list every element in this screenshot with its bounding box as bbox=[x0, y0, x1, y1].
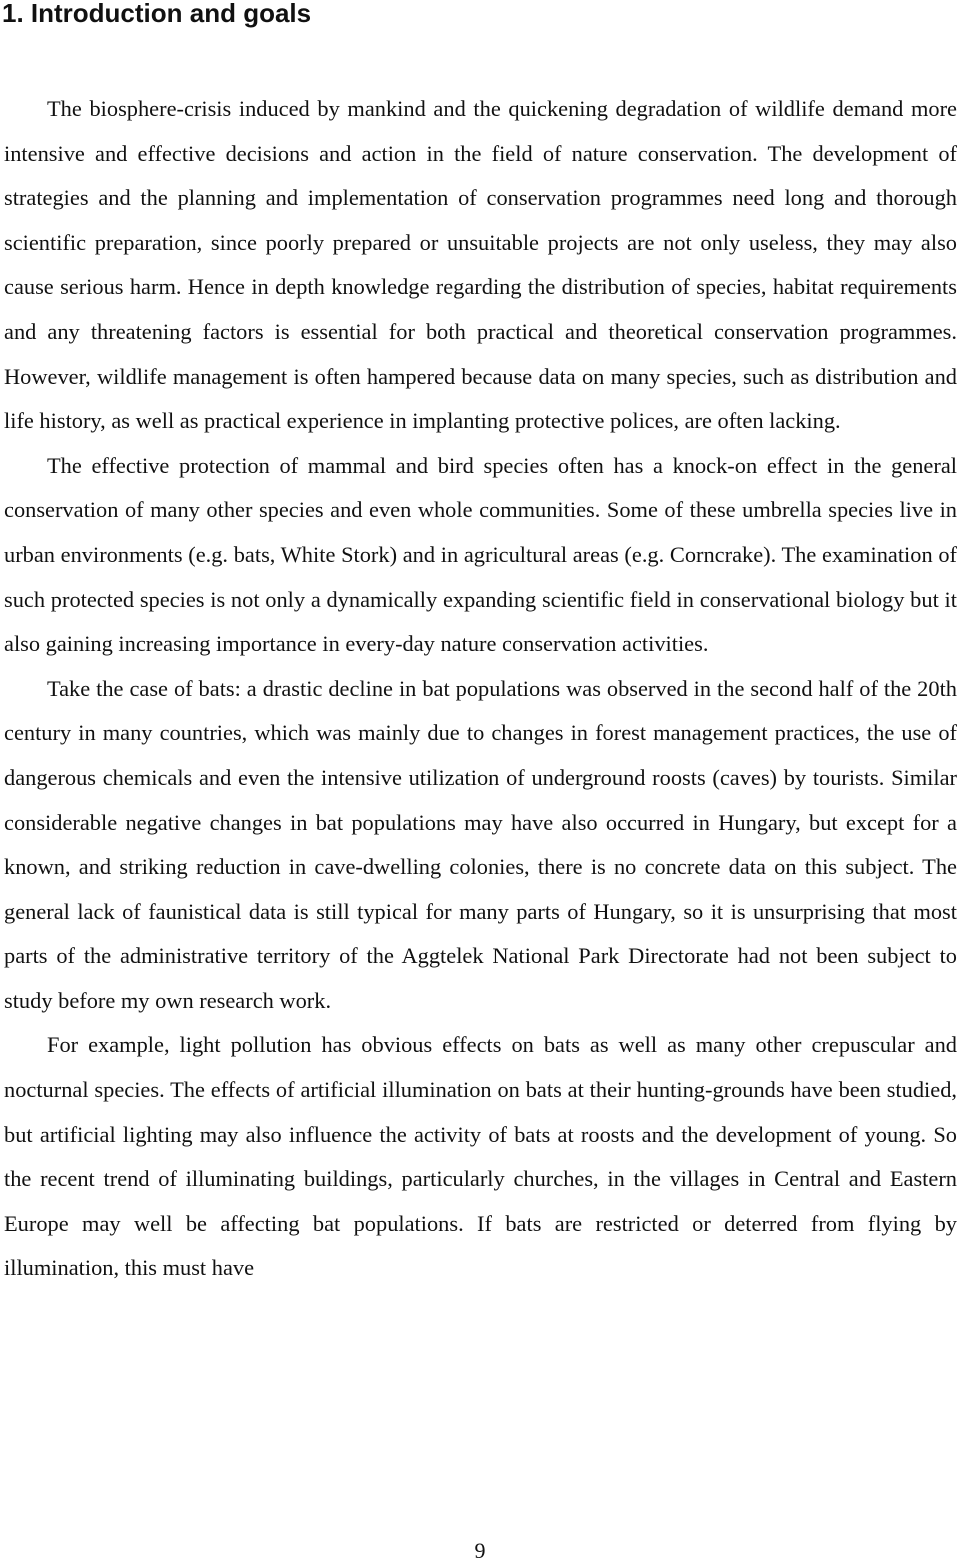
body-text bbox=[4, 87, 957, 1291]
section-heading: 1. Introduction and goals bbox=[2, 0, 312, 28]
paragraph-light-pollution: For example, light pollution has obvious effects on bats as well as many other crepuscular and nocturnal species. The effects of artificial illumination on bats at their hunting-grounds have been studied, but artificial lighting may also influence the activity of bats at roosts and the development of young. So the recent trend of illuminating buildings, particularly churches, in the villages in Central and Eastern Europe may well be affecting bat populations. If bats are restricted or deterred from flying by illumination, this must have bbox=[4, 1032, 957, 1281]
page-number: 9 bbox=[474, 1538, 486, 1563]
paragraph-bats-decline: Take the case of bats: a drastic decline in bat populations was observed in the second half of the 20th century in many countries, which was mainly due to changes in forest management practices, the use of dangerous chemicals and even the intensive utilization of underground roosts (caves) by tourists. Similar considerable negative changes in bat populations may have also occurred in Hungary, but except for a known, and striking reduction in cave-dwelling colonies, there is no concrete data on this subject. The general lack of faunistical data is still typical for many parts of Hungary, so it is unsurprising that most parts of the administrative territory of the Aggtelek National Park Directorate had not been subject to study before my own research work. bbox=[4, 675, 957, 1013]
paragraph-intro: The biosphere-crisis induced by mankind and the quickening degradation of wildlife demand more intensive and effective decisions and action in the field of nature conservation. The development of strategies and the planning and implementation of conservation programmes need long and thorough scientific preparation, since poorly prepared or unsuitable projects are not only useless, they may also cause serious harm. Hence in depth knowledge regarding the distribution of species, habitat requirements and any threatening factors is essential for both practical and theoretical conservation programmes. However, wildlife management is often hampered because data on many species, such as distribution and life history, as well as practical experience in implanting protective polices, are often lacking. bbox=[4, 96, 957, 434]
paragraph-umbrella-species: The effective protection of mammal and bird species often has a knock-on effect in the general conservation of many other species and even whole communities. Some of these umbrella species live in urban environments (e.g. bats, White Stork) and in agricultural areas (e.g. Corncrake). The examination of such protected species is not only a dynamically expanding scientific field in conservational biology but it also gaining increasing importance in every-day nature conservation activities. bbox=[4, 452, 957, 657]
